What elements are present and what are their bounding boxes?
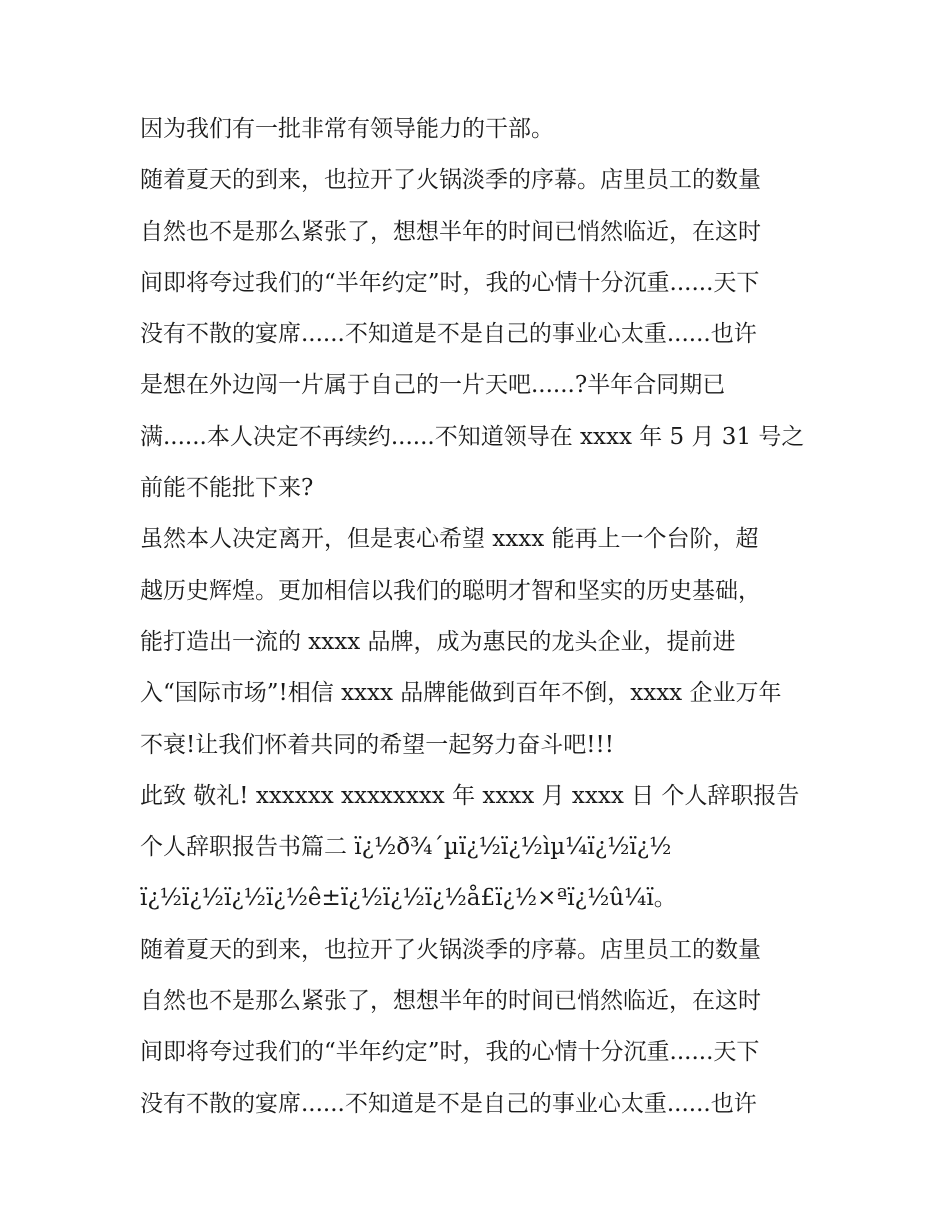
text-line: 满......本人决定不再续约......不知道领导在 xxxx 年 5 月 31 号之 xyxy=(140,423,805,450)
text-line: 前能不能批下来? xyxy=(140,475,314,502)
text-line: 没有不散的宴席......不知道是不是自己的事业心太重......也许 xyxy=(140,321,757,348)
text-line: 因为我们有一批非常有领导能力的干部。 xyxy=(140,116,554,142)
text-line: 能打造出一流的 xxxx 品牌，成为惠民的龙头企业，提前进 xyxy=(140,628,736,655)
text-line: 自然也不是那么紧张了，想想半年的时间已悄然临近，在这时 xyxy=(140,218,761,245)
text-line: 个人辞职报告书篇二 ï¿½ð¾´µï¿½ï¿½ìµ¼ï¿½ï¿½ xyxy=(140,834,672,861)
text-line: 自然也不是那么紧张了，想想半年的时间已悄然临近，在这时 xyxy=(140,988,761,1015)
text-line: 没有不散的宴席......不知道是不是自己的事业心太重......也许 xyxy=(140,1090,757,1117)
text-line: 随着夏天的到来，也拉开了火锅淡季的序幕。店里员工的数量 xyxy=(140,167,761,194)
text-line: 虽然本人决定离开，但是衷心希望 xxxx 能再上一个台阶，超 xyxy=(140,526,759,553)
text-line: 间即将夸过我们的“半年约定”时，我的心情十分沉重......天下 xyxy=(140,269,760,296)
text-line: 是想在外边闯一片属于自己的一片天吧......?半年合同期已 xyxy=(140,372,726,399)
text-line: 间即将夸过我们的“半年约定”时，我的心情十分沉重......天下 xyxy=(140,1039,760,1066)
text-line: 越历史辉煌。更加相信以我们的聪明才智和坚实的历史基础， xyxy=(140,577,761,604)
text-line: ï¿½ï¿½ï¿½ï¿½ê±ï¿½ï¿½ï¿½å£ï¿½×ªï¿½û¼ï。 xyxy=(140,885,677,912)
text-line: 此致 敬礼! xxxxxx xxxxxxxx 年 xxxx 月 xxxx 日 个人辞职报告 xyxy=(140,782,800,809)
text-line: 随着夏天的到来，也拉开了火锅淡季的序幕。店里员工的数量 xyxy=(140,936,761,963)
body-text xyxy=(140,104,830,1130)
text-line: 不衰!让我们怀着共同的希望一起努力奋斗吧!!! xyxy=(140,731,614,758)
text-line: 入“国际市场”!相信 xxxx 品牌能做到百年不倒，xxxx 企业万年 xyxy=(140,680,782,707)
